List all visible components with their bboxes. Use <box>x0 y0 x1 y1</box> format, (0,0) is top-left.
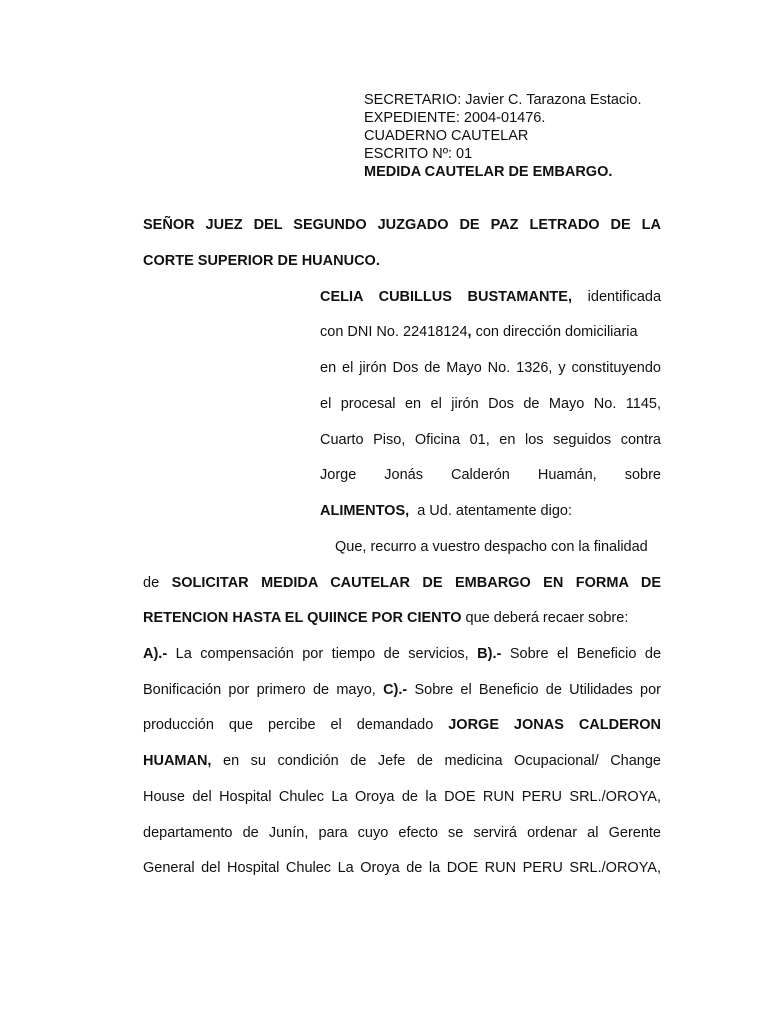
body-line-6-text: producción que percibe el demandado <box>143 717 449 733</box>
secretario-line: SECRETARIO: Javier C. Tarazona Estacio. <box>364 92 642 108</box>
body-line-7-text: en su condición de Jefe de medicina Ocupacional/ Change <box>223 753 661 769</box>
addressee-line-1: SEÑOR JUEZ DEL SEGUNDO JUZGADO DE PAZ LETRADO DE LA <box>143 217 661 233</box>
intro-line-1 <box>320 288 661 306</box>
body-line-2 <box>143 574 661 592</box>
body-line-10: General del Hospital Chulec La Oroya de la DOE RUN PERU SRL./OROYA, <box>143 860 661 876</box>
body-line-5 <box>143 681 661 699</box>
item-c-label: C).- <box>383 682 408 698</box>
item-a-text: La compensación por tiempo de servicios, <box>175 646 478 662</box>
dni-text: con DNI No. 22418124 <box>320 324 468 340</box>
body-line-1: Que, recurro a vuestro despacho con la finalidad <box>335 539 648 555</box>
dni-comma: , <box>467 324 472 340</box>
body-line-2-prefix: de <box>143 575 172 591</box>
case-header <box>364 91 704 181</box>
intro-line-1-rest: identificada <box>587 289 661 305</box>
body-line-4 <box>143 645 661 663</box>
body-line-3 <box>143 609 628 627</box>
expediente-line: EXPEDIENTE: 2004-01476. <box>364 110 546 126</box>
request-text: SOLICITAR MEDIDA CAUTELAR DE EMBARGO EN FORMA DE <box>171 575 661 591</box>
intro-line-2 <box>320 323 638 341</box>
intro-line-7-rest: a Ud. atentamente digo: <box>409 503 572 519</box>
address-text: con dirección domiciliaria <box>471 324 638 340</box>
intro-line-6: Jorge Jonás Calderón Huamán, sobre <box>320 467 661 483</box>
body-line-6 <box>143 716 661 734</box>
defendant-name: JORGE JONAS CALDERON <box>448 717 661 733</box>
intro-line-7 <box>320 502 572 520</box>
intro-line-4: el procesal en el jirón Dos de Mayo No. 1145, <box>320 396 661 412</box>
item-c-text: Sobre el Beneficio de Utilidades por <box>414 682 661 698</box>
item-a-label: A).- <box>143 646 168 662</box>
addressee-line-2: CORTE SUPERIOR DE HUANUCO. <box>143 253 380 269</box>
intro-line-5: Cuarto Piso, Oficina 01, en los seguidos contra <box>320 432 661 448</box>
retention-text: RETENCION HASTA EL QUIINCE POR CIENTO <box>143 610 462 626</box>
item-b-label: B).- <box>477 646 502 662</box>
medida-line: MEDIDA CAUTELAR DE EMBARGO. <box>364 164 613 180</box>
petitioner-name: CELIA CUBILLUS BUSTAMANTE, <box>320 289 572 305</box>
body-line-5-text: Bonificación por primero de mayo, <box>143 682 384 698</box>
escrito-line: ESCRITO Nº: 01 <box>364 146 473 162</box>
body-line-7 <box>143 752 661 770</box>
body-line-9: departamento de Junín, para cuyo efecto se servirá ordenar al Gerente <box>143 825 661 841</box>
defendant-surname: HUAMAN, <box>143 753 212 769</box>
body-line-3-rest: que deberá recaer sobre: <box>461 610 629 626</box>
alimentos-label: ALIMENTOS, <box>320 503 410 519</box>
body-line-8: House del Hospital Chulec La Oroya de la DOE RUN PERU SRL./OROYA, <box>143 789 661 805</box>
cuaderno-line: CUADERNO CAUTELAR <box>364 128 529 144</box>
item-b-text: Sobre el Beneficio de <box>509 646 661 662</box>
intro-line-3: en el jirón Dos de Mayo No. 1326, y constituyendo <box>320 360 661 376</box>
